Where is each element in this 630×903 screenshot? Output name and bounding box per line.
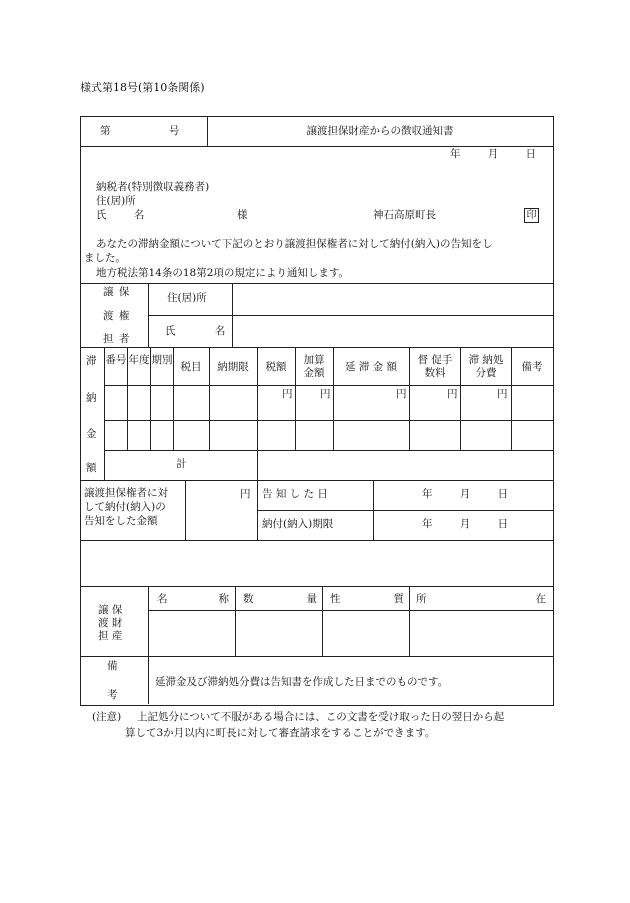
- footnote-line2: 算して3か月以内に町長に対して審査請求をすることができます。: [125, 727, 436, 739]
- notice-date-label: 告 知 し た 日: [262, 488, 328, 500]
- document-title: 譲渡担保財産からの徴収通知書: [306, 125, 454, 137]
- taxpayer-address-label: 住(居)所: [96, 195, 136, 207]
- notified-amount-yen: 円: [240, 488, 251, 500]
- collateral-label-1: 譲 保: [98, 604, 123, 616]
- holder-address-label: 住(居)所: [167, 292, 207, 304]
- collateral-col-nature: 性 質: [330, 593, 404, 605]
- taxpayer-label: 納税者(特別徴収義務者): [96, 181, 210, 193]
- body-text-line1: あなたの滞納金額について下記のとおり譲渡担保権者に対して納付(納入)の告知をし: [96, 238, 493, 250]
- collateral-label-2: 渡 財: [98, 617, 123, 629]
- collateral-label-3: 担 産: [98, 630, 123, 642]
- issue-date: 年 月 日: [450, 148, 537, 160]
- remarks-text: 延滞金及び滞納処分費は告知書を作成した日までのものです。: [155, 676, 449, 688]
- notice-date-value: 年 月 日: [422, 488, 509, 500]
- arrears-side-label-4: 額: [86, 462, 97, 474]
- holder-label-row1: 譲 保: [103, 286, 130, 298]
- total-label: 計: [176, 458, 187, 470]
- notified-amount-label-3: 告知をした金額: [84, 515, 158, 527]
- issuer-name: 神石高原町長: [373, 209, 436, 221]
- arrears-side-label-3: 金: [86, 428, 97, 440]
- holder-label-row3: 担 者: [103, 333, 130, 345]
- taxpayer-name-label: 氏 名: [96, 209, 145, 221]
- col-header-year: 年度: [128, 354, 150, 366]
- honorific: 様: [237, 209, 248, 221]
- form-frame: [80, 116, 554, 706]
- notified-amount-label-2: して納付(納入)の: [84, 501, 166, 513]
- seal-mark: 印: [524, 208, 539, 223]
- col-header-demand-fee: 督 促手数料: [417, 354, 453, 379]
- arrears-side-label-1: 滞: [86, 355, 97, 367]
- payment-deadline-label: 納付(納入)期限: [262, 518, 334, 530]
- form-reference: 様式第18号(第10条関係): [80, 81, 205, 94]
- col-header-tax-item: 税目: [180, 361, 202, 373]
- collateral-col-location: 所 在: [416, 593, 546, 605]
- remarks-label-bottom: 考: [107, 689, 118, 701]
- yen-disposal-fee: 円: [497, 388, 508, 400]
- payment-deadline-value: 年 月 日: [422, 518, 509, 530]
- holder-name-label: 氏 名: [165, 325, 226, 337]
- footnote-prefix: (注意): [92, 711, 122, 723]
- document-number-label: 第 号: [100, 125, 180, 137]
- col-header-late-charge: 延 滞 金 額: [344, 361, 397, 373]
- footnote-line1: 上記処分について不服がある場合には、この文書を受け取った日の翌日から起: [137, 711, 505, 723]
- remarks-label-top: 備: [107, 660, 118, 672]
- yen-late-charge: 円: [396, 388, 407, 400]
- col-header-remarks: 備考: [521, 361, 543, 373]
- notified-amount-label-1: 譲渡担保権者に対: [84, 487, 168, 499]
- collateral-col-name: 名 称: [157, 593, 229, 605]
- col-header-tax-amount: 税額: [265, 361, 287, 373]
- col-header-period: 期別: [151, 354, 173, 366]
- yen-demand-fee: 円: [447, 388, 458, 400]
- yen-tax-amount: 円: [282, 388, 293, 400]
- legal-basis-text: 地方税法第14条の18第2項の規定により通知します。: [96, 267, 350, 279]
- yen-added-amount: 円: [320, 388, 331, 400]
- body-text-line2: ました。: [84, 252, 126, 264]
- col-header-number: 番号: [105, 354, 127, 366]
- col-header-added-amount: 加算金額: [303, 354, 325, 379]
- collateral-col-quantity: 数 量: [243, 593, 317, 605]
- arrears-side-label-2: 納: [86, 392, 97, 404]
- col-header-due-date: 納期限: [217, 361, 249, 373]
- holder-label-row2: 渡 権: [103, 310, 130, 322]
- col-header-disposal-fee: 滞 納処分費: [468, 354, 504, 379]
